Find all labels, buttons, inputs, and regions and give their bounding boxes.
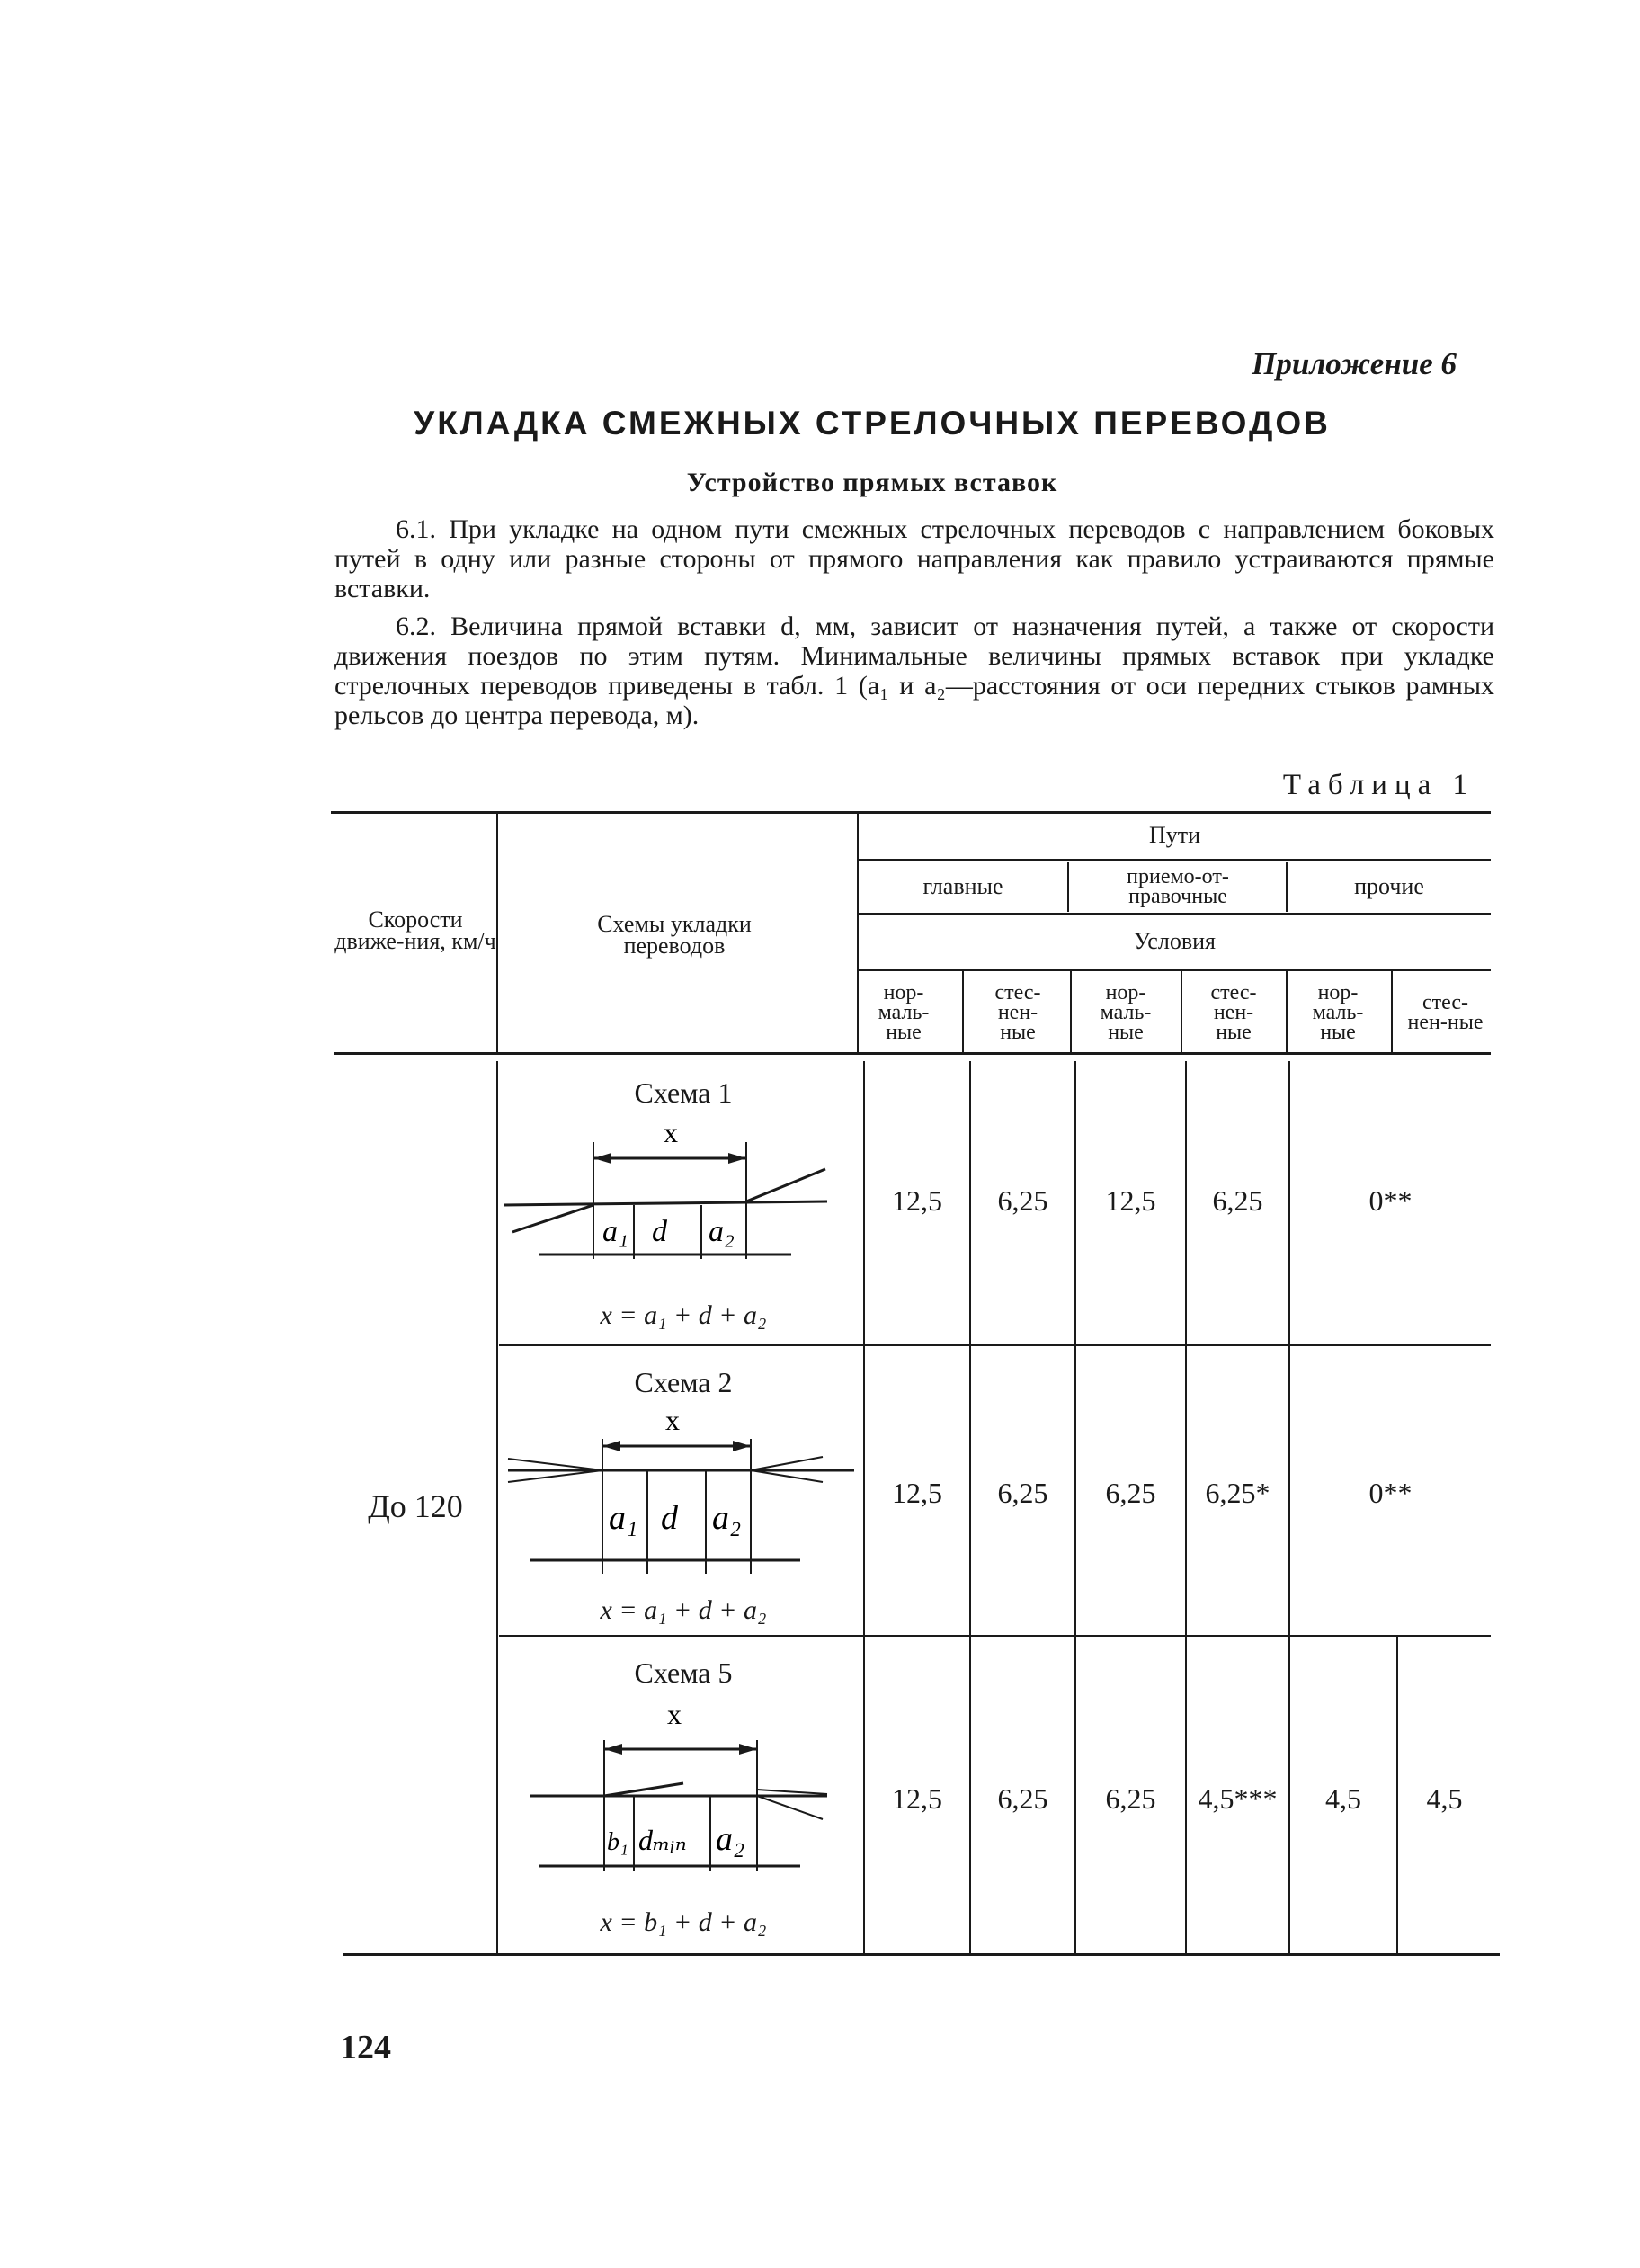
row3-val-6: 4,5 (1426, 1781, 1463, 1815)
row3-val-4: 4,5*** (1198, 1781, 1278, 1815)
scheme-2-label-d: d (661, 1499, 678, 1537)
vrule-c3 (1181, 971, 1182, 1052)
page-title: УКЛАДКА СМЕЖНЫХ СТРЕЛОЧНЫХ ПЕРЕВОДОВ (414, 405, 1331, 442)
header-cond-2: стес-нен-ные (994, 981, 1041, 1044)
scheme-5-label-a2: a₂ (716, 1820, 745, 1858)
row3-val-1: 12,5 (892, 1781, 942, 1815)
speed-value: До 120 (368, 1488, 463, 1524)
row2-val-5: 0** (1368, 1476, 1413, 1509)
row3-val-3: 6,25 (1105, 1781, 1156, 1815)
scheme-5-label-dmin: dₘᵢₙ (638, 1824, 687, 1856)
vrule-speed (496, 812, 498, 1053)
scheme-2-title: Схема 2 (634, 1365, 733, 1398)
paragraph-6-1: 6.1. При укладке на одном пути смежных стрелочных переводов с направлением боковых путей в одну или разные стороны от прямого направления как правило устраиваются прямые вставки. (334, 514, 1494, 603)
conditions-rule (859, 969, 1491, 971)
scheme-1-label-a1: a₁ (602, 1215, 628, 1248)
scheme-1-label-a2: a₂ (709, 1215, 735, 1248)
row2-bottom-rule (499, 1635, 1491, 1637)
vrule-c4 (1286, 971, 1288, 1052)
scheme-1-title: Схема 1 (634, 1076, 733, 1109)
row2-val-3: 6,25 (1105, 1476, 1156, 1509)
scheme-5-x-label: x (667, 1698, 682, 1730)
vrule-c1 (962, 971, 964, 1052)
row1-val-3: 12,5 (1105, 1183, 1156, 1217)
header-cond-4: стес-нен-ные (1210, 981, 1257, 1044)
row1-val-1: 12,5 (892, 1183, 942, 1217)
row1-val-2: 6,25 (997, 1183, 1048, 1217)
vrule-c5 (1391, 971, 1393, 1052)
scheme-5-diagram (504, 1695, 863, 1875)
paragraph-6-2: 6.2. Величина прямой вставки d, мм, зависит от назначения путей, а также от скорости движения поездов по этим путям. Минимальные величины прямых вставок при укладке стрелочных переводов приведены в табл. 1 (a₁ и a₂—расстояния от оси передних стыков рамных рельсов до центра перевода, м). (334, 612, 1494, 730)
track-types-rule (859, 913, 1491, 915)
header-cond-1: нор-маль-ные (878, 981, 930, 1044)
scheme-5-title: Схема 5 (634, 1656, 733, 1689)
header-bottom-rule (334, 1052, 1491, 1055)
page-number: 124 (340, 2029, 391, 2067)
row1-bottom-rule (499, 1344, 1491, 1346)
header-conditions: Условия (1134, 928, 1216, 954)
header-track-other: прочие (1354, 873, 1424, 899)
scheme-2-diagram (504, 1403, 863, 1583)
scheme-2-formula: x = a₁ + d + a₂ (600, 1594, 767, 1625)
vrule-c2 (1070, 971, 1072, 1052)
scheme-1-formula: x = a₁ + d + a₂ (600, 1299, 767, 1330)
header-cond-5: нор-маль-ные (1312, 981, 1364, 1044)
row2-val-2: 6,25 (997, 1476, 1048, 1509)
header-track-main: главные (922, 873, 1003, 899)
scheme-5-label-b1: b₁ (607, 1828, 628, 1856)
scheme-2-label-a1: a₁ (609, 1499, 638, 1537)
appendix-label: Приложение 6 (1252, 346, 1457, 381)
header-track-receiving: приемо-от-правочные (1127, 865, 1229, 908)
row2-val-4: 6,25* (1205, 1476, 1270, 1509)
header-tracks: Пути (1148, 822, 1201, 848)
scheme-2-x-label: x (665, 1404, 680, 1436)
section-subtitle: Устройство прямых вставок (686, 468, 1058, 497)
table-caption: Таблица 1 (1282, 769, 1475, 801)
row1-val-5: 0** (1368, 1183, 1413, 1217)
scheme-1-diagram (504, 1115, 863, 1268)
scheme-1-label-d: d (652, 1215, 667, 1248)
scheme-5-formula: x = b₁ + d + a₂ (600, 1906, 767, 1937)
header-cond-6: стес-нен-ные (1407, 991, 1484, 1034)
tracks-rule (859, 859, 1491, 861)
vrule-body-speed (496, 1061, 498, 1953)
header-cond-3: нор-маль-ные (1100, 981, 1152, 1044)
table-bottom-rule (343, 1953, 1500, 1956)
row3-val-2: 6,25 (997, 1781, 1048, 1815)
header-schemes: Схемы укладки переводов (597, 911, 752, 959)
scheme-2-label-a2: a₂ (712, 1499, 742, 1537)
row2-val-1: 12,5 (892, 1476, 942, 1509)
row1-val-4: 6,25 (1212, 1183, 1263, 1217)
vrule-tt1 (1067, 862, 1069, 912)
header-speed: Скорости движе-ния, км/ч (334, 906, 496, 954)
scheme-1-x-label: x (664, 1116, 678, 1148)
row3-val-5: 4,5 (1325, 1781, 1361, 1815)
